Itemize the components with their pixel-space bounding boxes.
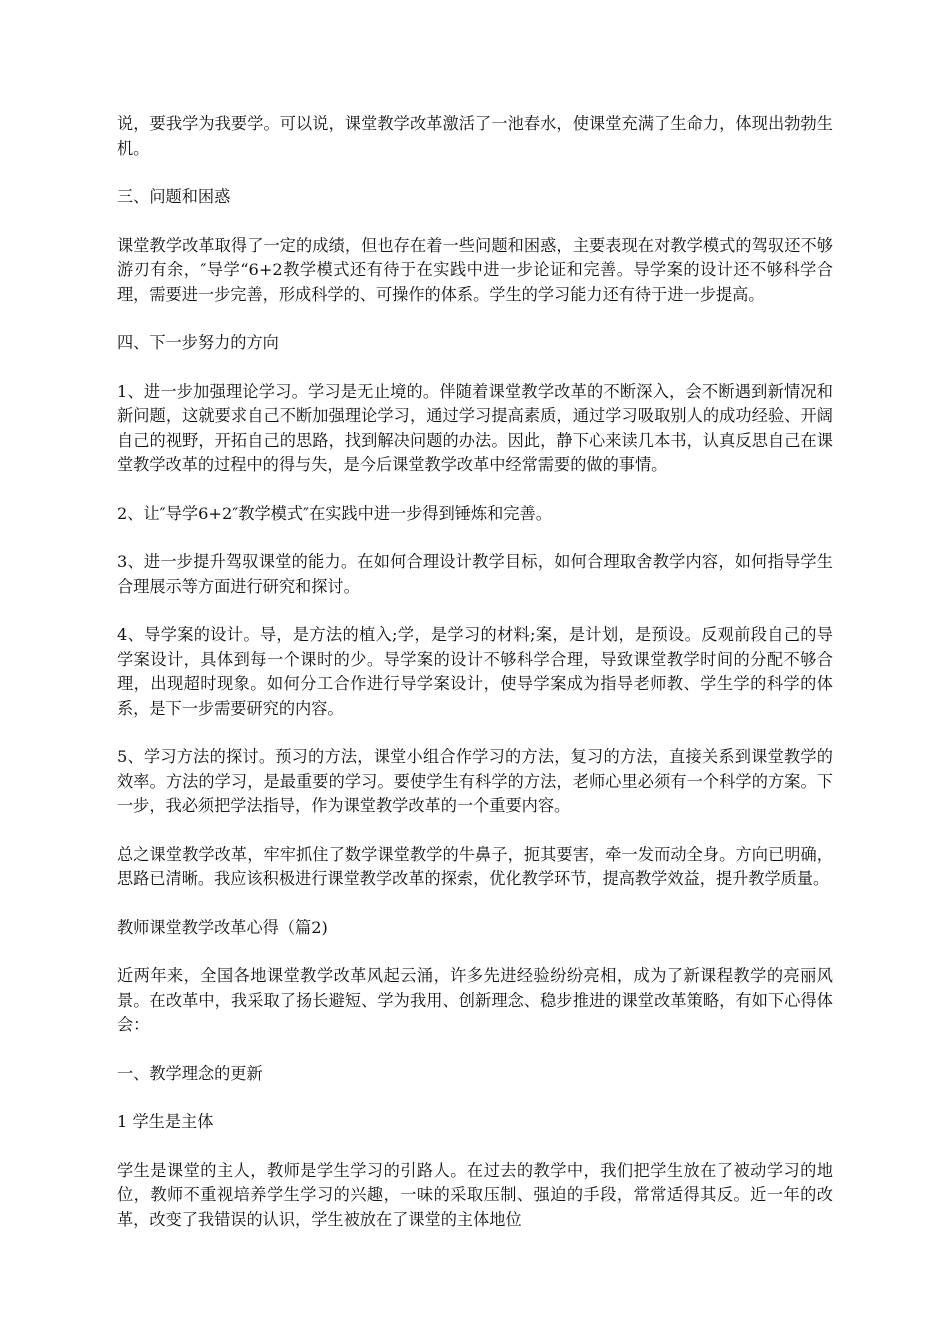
- paragraph-students-as-subject: 学生是课堂的主人，教师是学生学习的引路人。在过去的教学中，我们把学生放在了被动学习的地位，教师不重视培养学生学习的兴趣，一味的采取压制、强迫的手段，常常适得其反。近一年的改革，改变了我错误的认识，学生被放在了课堂的主体地位: [117, 1160, 833, 1229]
- article-title-part-2: 教师课堂教学改革心得（篇2): [117, 917, 328, 937]
- paragraph-step-4: 4、导学案的设计。导，是方法的植入;学，是学习的材料;案，是计划，是预设。反观前段自己的导学案设计，具体到每一个课时的少。导学案的设计不够科学合理，导致课堂教学时间的分配不够合理，出现超时现象。如何分工合作进行导学案设计，使导学案成为指导老师教、学生学的科学的体系，是下一步需要研究的内容。: [117, 625, 833, 718]
- paragraph-step-1: 1、进一步加强理论学习。学习是无止境的。伴随着课堂教学改革的不断深入，会不断遇到新情况和新问题，这就要求自己不断加强理论学习，通过学习提高素质，通过学习吸取别人的成功经验、开阔自己的视野，开拓自己的思路，找到解决问题的办法。因此，静下心来读几本书，认真反思自己在课堂教学改革的过程中的得与失，是今后课堂教学改革中经常需要的做的事情。: [117, 381, 833, 474]
- section-heading-problems: 三、问题和困惑: [117, 187, 231, 206]
- paragraph-intro-continuation: 说，要我学为我要学。可以说，课堂教学改革激活了一池春水，使课堂充满了生命力，体现出勃勃生机。: [117, 114, 833, 158]
- paragraph-step-2: 2、让″导学6+2″教学模式″在实践中进一步得到锤炼和完善。: [117, 503, 552, 523]
- section-heading-teaching-concept: 一、教学理念的更新: [117, 1063, 263, 1083]
- paragraph-step-5: 5、学习方法的探讨。预习的方法，课堂小组合作学习的方法，复习的方法，直接关系到课堂教学的效率。方法的学习，是最重要的学习。要使学生有科学的方法，老师心里必须有一个科学的方案。下一步，我必须把学法指导，作为课堂教学改革的一个重要内容。: [117, 747, 833, 815]
- section-heading-next-steps: 四、下一步努力的方向: [117, 333, 279, 352]
- document-page: [117, 112, 833, 1232]
- subheading-students-as-subject: 1 学生是主体: [117, 1112, 214, 1131]
- paragraph-conclusion: 总之课堂教学改革，牢牢抓住了数学课堂教学的牛鼻子，扼其要害，牵一发而动全身。方向已明确，思路已清晰。我应该积极进行课堂教学改革的探索，优化教学环节，提高教学效益，提升教学质量。: [117, 844, 833, 888]
- paragraph-part2-intro: 近两年来，全国各地课堂教学改革风起云涌，许多先进经验纷纷亮相，成为了新课程教学的亮丽风景。在改革中，我采取了扬长避短、学为我用、创新理念、稳步推进的课堂改革策略，有如下心得体会：: [117, 966, 833, 1034]
- paragraph-step-3: 3、进一步提升驾驭课堂的能力。在如何合理设计教学目标，如何合理取舍教学内容，如何指导学生合理展示等方面进行研究和探讨。: [117, 552, 833, 596]
- paragraph-problems: 课堂教学改革取得了一定的成绩，但也存在着一些问题和困惑，主要表现在对教学模式的驾驭还不够游刃有余，″导学“6+2教学模式还有待于在实践中进一步论证和完善。导学案的设计还不够科学合理，需要进一步完善，形成科学的、可操作的体系。学生的学习能力还有待于进一步提高。: [117, 235, 833, 304]
